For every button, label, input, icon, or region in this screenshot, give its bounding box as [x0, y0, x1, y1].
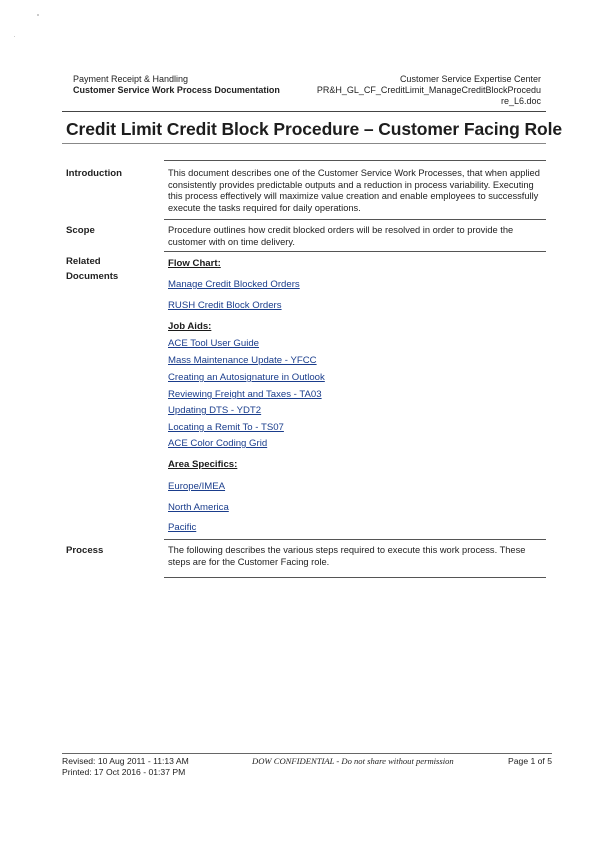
- scan-speck: [14, 36, 15, 37]
- area-specifics-heading: Area Specifics:: [168, 459, 238, 470]
- header-left-line2: Customer Service Work Process Documentation: [73, 85, 280, 95]
- footer-dates: [62, 756, 189, 778]
- link-reviewing-freight-taxes[interactable]: Reviewing Freight and Taxes - TA03: [168, 389, 322, 400]
- link-ace-tool-user-guide[interactable]: ACE Tool User Guide: [168, 338, 260, 349]
- process-text: The following describes the various steps required to execute this work process. These steps are for the Customer Facing role.: [168, 545, 526, 567]
- printed-date: Printed: 17 Oct 2016 - 01:37 PM: [62, 767, 186, 777]
- link-updating-dts[interactable]: Updating DTS - YDT2: [168, 405, 262, 416]
- section-rule: [164, 160, 546, 161]
- introduction-label: Introduction: [66, 168, 122, 179]
- link-locating-remit-to[interactable]: Locating a Remit To - TS07: [168, 422, 284, 433]
- page-number: Page 1 of 5: [508, 756, 552, 766]
- page-title: Credit Limit Credit Block Procedure – Customer Facing Role: [66, 119, 562, 139]
- link-rush-credit-block-orders[interactable]: RUSH Credit Block Orders: [168, 300, 282, 311]
- scope-label: Scope: [66, 225, 95, 236]
- section-rule: [164, 577, 546, 578]
- scope-text: Procedure outlines how credit blocked orders will be resolved in order to provide the customer with on time delivery.: [168, 225, 514, 247]
- link-pacific[interactable]: Pacific: [168, 522, 197, 533]
- header-right-line2: PR&H_GL_CF_CreditLimit_ManageCreditBlockProcedu: [316, 85, 541, 95]
- link-north-america[interactable]: North America: [168, 502, 229, 513]
- footer-rule: [62, 753, 552, 754]
- link-ace-color-coding-grid[interactable]: ACE Color Coding Grid: [168, 438, 268, 449]
- header-right-line3: re_L6.doc: [500, 96, 541, 106]
- header-left-line1: Payment Receipt & Handling: [73, 74, 189, 84]
- confidential-notice: DOW CONFIDENTIAL - Do not share without permission: [252, 756, 454, 766]
- header-right-line1: Customer Service Expertise Center: [399, 74, 541, 84]
- scan-speck: [37, 14, 39, 16]
- flow-chart-heading: Flow Chart:: [168, 258, 221, 269]
- link-europe-imea[interactable]: Europe/IMEA: [168, 481, 226, 492]
- related-label-line1: Related: [66, 256, 101, 267]
- header-right: [300, 74, 541, 107]
- job-aids-heading: Job Aids:: [168, 321, 212, 332]
- link-mass-maintenance-update[interactable]: Mass Maintenance Update - YFCC: [168, 355, 317, 366]
- link-creating-autosignature[interactable]: Creating an Autosignature in Outlook: [168, 372, 325, 383]
- related-documents-label: [66, 255, 118, 283]
- introduction-text: This document describes one of the Customer Service Work Processes, that when applied consistently provides predictable outputs and a reduction in process variability. Executing this process effectively will maximize value creation and enable employees to successfully execute the tasks required for daily operations.: [168, 168, 540, 213]
- link-manage-credit-blocked-orders[interactable]: Manage Credit Blocked Orders: [168, 279, 300, 290]
- revised-date: Revised: 10 Aug 2011 - 11:13 AM: [62, 756, 189, 766]
- title-rule-top: [62, 111, 546, 112]
- header-left: [73, 74, 280, 96]
- process-label: Process: [66, 545, 104, 556]
- title-rule-bottom: [62, 143, 546, 144]
- section-rule: [164, 251, 546, 252]
- section-rule: [164, 539, 546, 540]
- related-label-line2: Documents: [66, 271, 119, 282]
- section-rule: [164, 219, 546, 220]
